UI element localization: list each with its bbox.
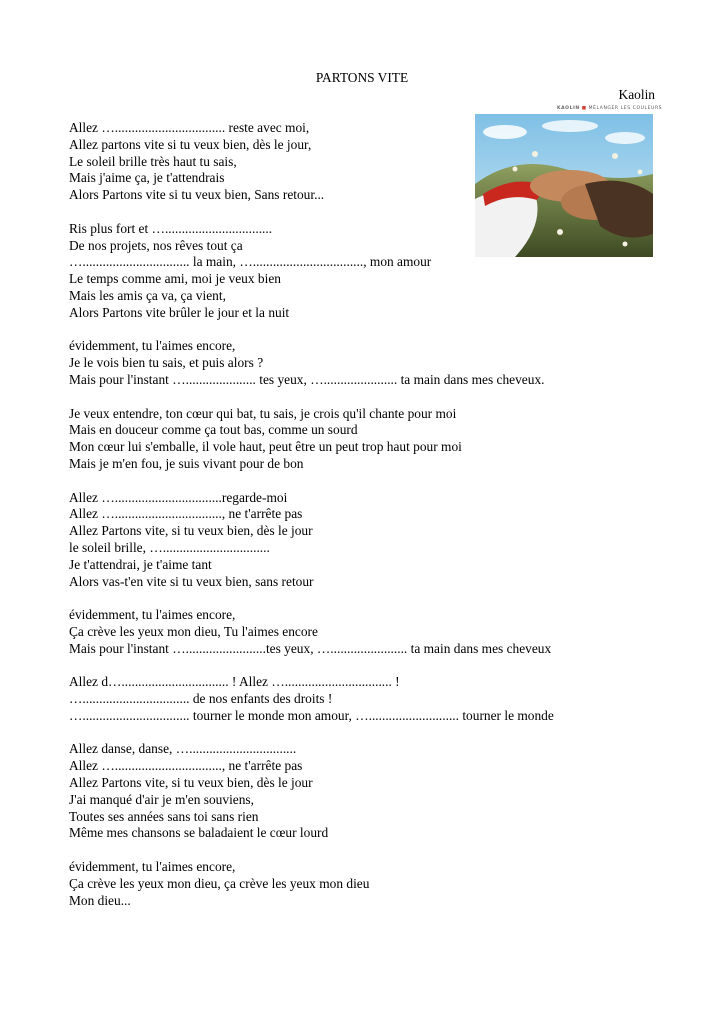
- album-cover-band: [475, 105, 663, 114]
- lyric-line: Allez partons vite si tu veux bien, dès le jour,: [69, 136, 312, 152]
- lyric-line: Ça crève les yeux mon dieu, ça crève les yeux mon dieu: [69, 875, 370, 891]
- stanza: [69, 338, 669, 388]
- lyric-line: …................................ la main, …................................., mon amour: [69, 254, 432, 270]
- stanza: [69, 607, 669, 657]
- lyric-line: Le soleil brille très haut tu sais,: [69, 153, 237, 169]
- lyric-line: Mais pour l'instant …........................tes yeux, …....................... ta main dans mes cheveux: [69, 640, 552, 656]
- stanza: [69, 490, 669, 591]
- lyrics: [69, 120, 669, 926]
- lyric-line: Allez Partons vite, si tu veux bien, dès le jour: [69, 775, 313, 791]
- lyric-line: Mais je m'en fou, je suis vivant pour de bon: [69, 455, 304, 471]
- lyric-line: Mon cœur lui s'emballe, il vole haut, peut être un peut trop haut pour moi: [69, 439, 462, 455]
- lyric-line: évidemment, tu l'aimes encore,: [69, 338, 236, 354]
- lyric-line: Alors Partons vite si tu veux bien, Sans retour...: [69, 187, 325, 203]
- lyric-line: De nos projets, nos rêves tout ça: [69, 237, 243, 253]
- lyric-line: Allez d…................................ ! Allez …................................ !: [69, 674, 400, 690]
- album-title: MÉLANGER LES COULEURS: [588, 106, 663, 111]
- lyric-line: …................................ de nos enfants des droits !: [69, 691, 333, 707]
- album-cover-label: [557, 106, 662, 111]
- lyric-line: J'ai manqué d'air je m'en souviens,: [69, 791, 254, 807]
- artist-name: Kaolin: [618, 87, 655, 102]
- lyric-line: …................................ tourner le monde mon amour, …........................... tourner le monde: [69, 707, 554, 723]
- lyric-line: Je le vois bien tu sais, et puis alors ?: [69, 355, 264, 371]
- stanza: [69, 741, 669, 842]
- stanza: [69, 406, 669, 473]
- lyric-line: Le temps comme ami, moi je veux bien: [69, 271, 281, 287]
- lyric-line: évidemment, tu l'aimes encore,: [69, 607, 236, 623]
- lyric-line: Alors Partons vite brûler le jour et la nuit: [69, 304, 290, 320]
- stanza: [69, 859, 669, 909]
- lyric-line: Allez …................................regarde-moi: [69, 489, 288, 505]
- stanza: [69, 221, 669, 322]
- album-band-name: KAOLIN: [557, 106, 580, 111]
- lyric-line: Allez danse, danse, …................................: [69, 741, 297, 757]
- lyric-line: Allez Partons vite, si tu veux bien, dès le jour: [69, 523, 313, 539]
- lyric-line: Ris plus fort et …................................: [69, 220, 273, 236]
- lyric-line: Allez …................................, ne t'arrête pas: [69, 758, 303, 774]
- lyric-line: Allez …................................, ne t'arrête pas: [69, 506, 303, 522]
- lyric-line: Mon dieu...: [69, 892, 131, 908]
- lyric-line: Même mes chansons se baladaient le cœur lourd: [69, 825, 329, 841]
- lyric-line: Mais les amis ça va, ça vient,: [69, 287, 226, 303]
- album-label-dot: ■: [579, 106, 589, 111]
- lyric-line: Toutes ses années sans toi sans rien: [69, 808, 259, 824]
- lyric-line: Mais j'aime ça, je t'attendrais: [69, 170, 225, 186]
- lyric-line: Ça crève les yeux mon dieu, Tu l'aimes encore: [69, 623, 318, 639]
- lyric-line: Mais pour l'instant …..................... tes yeux, …...................... ta main dans mes cheveux.: [69, 371, 545, 387]
- stanza: [69, 120, 669, 204]
- song-title: PARTONS VITE: [315, 70, 409, 85]
- lyric-line: Alors vas-t'en vite si tu veux bien, sans retour: [69, 573, 314, 589]
- lyric-line: le soleil brille, …................................: [69, 539, 270, 555]
- lyric-line: évidemment, tu l'aimes encore,: [69, 859, 236, 875]
- lyric-line: Allez …................................. reste avec moi,: [69, 120, 310, 135]
- stanza: [69, 674, 669, 724]
- lyric-line: Je veux entendre, ton cœur qui bat, tu sais, je crois qu'il chante pour moi: [69, 405, 457, 421]
- lyric-line: Mais en douceur comme ça tout bas, comme un sourd: [69, 422, 358, 438]
- lyric-line: Je t'attendrai, je t'aime tant: [69, 556, 212, 572]
